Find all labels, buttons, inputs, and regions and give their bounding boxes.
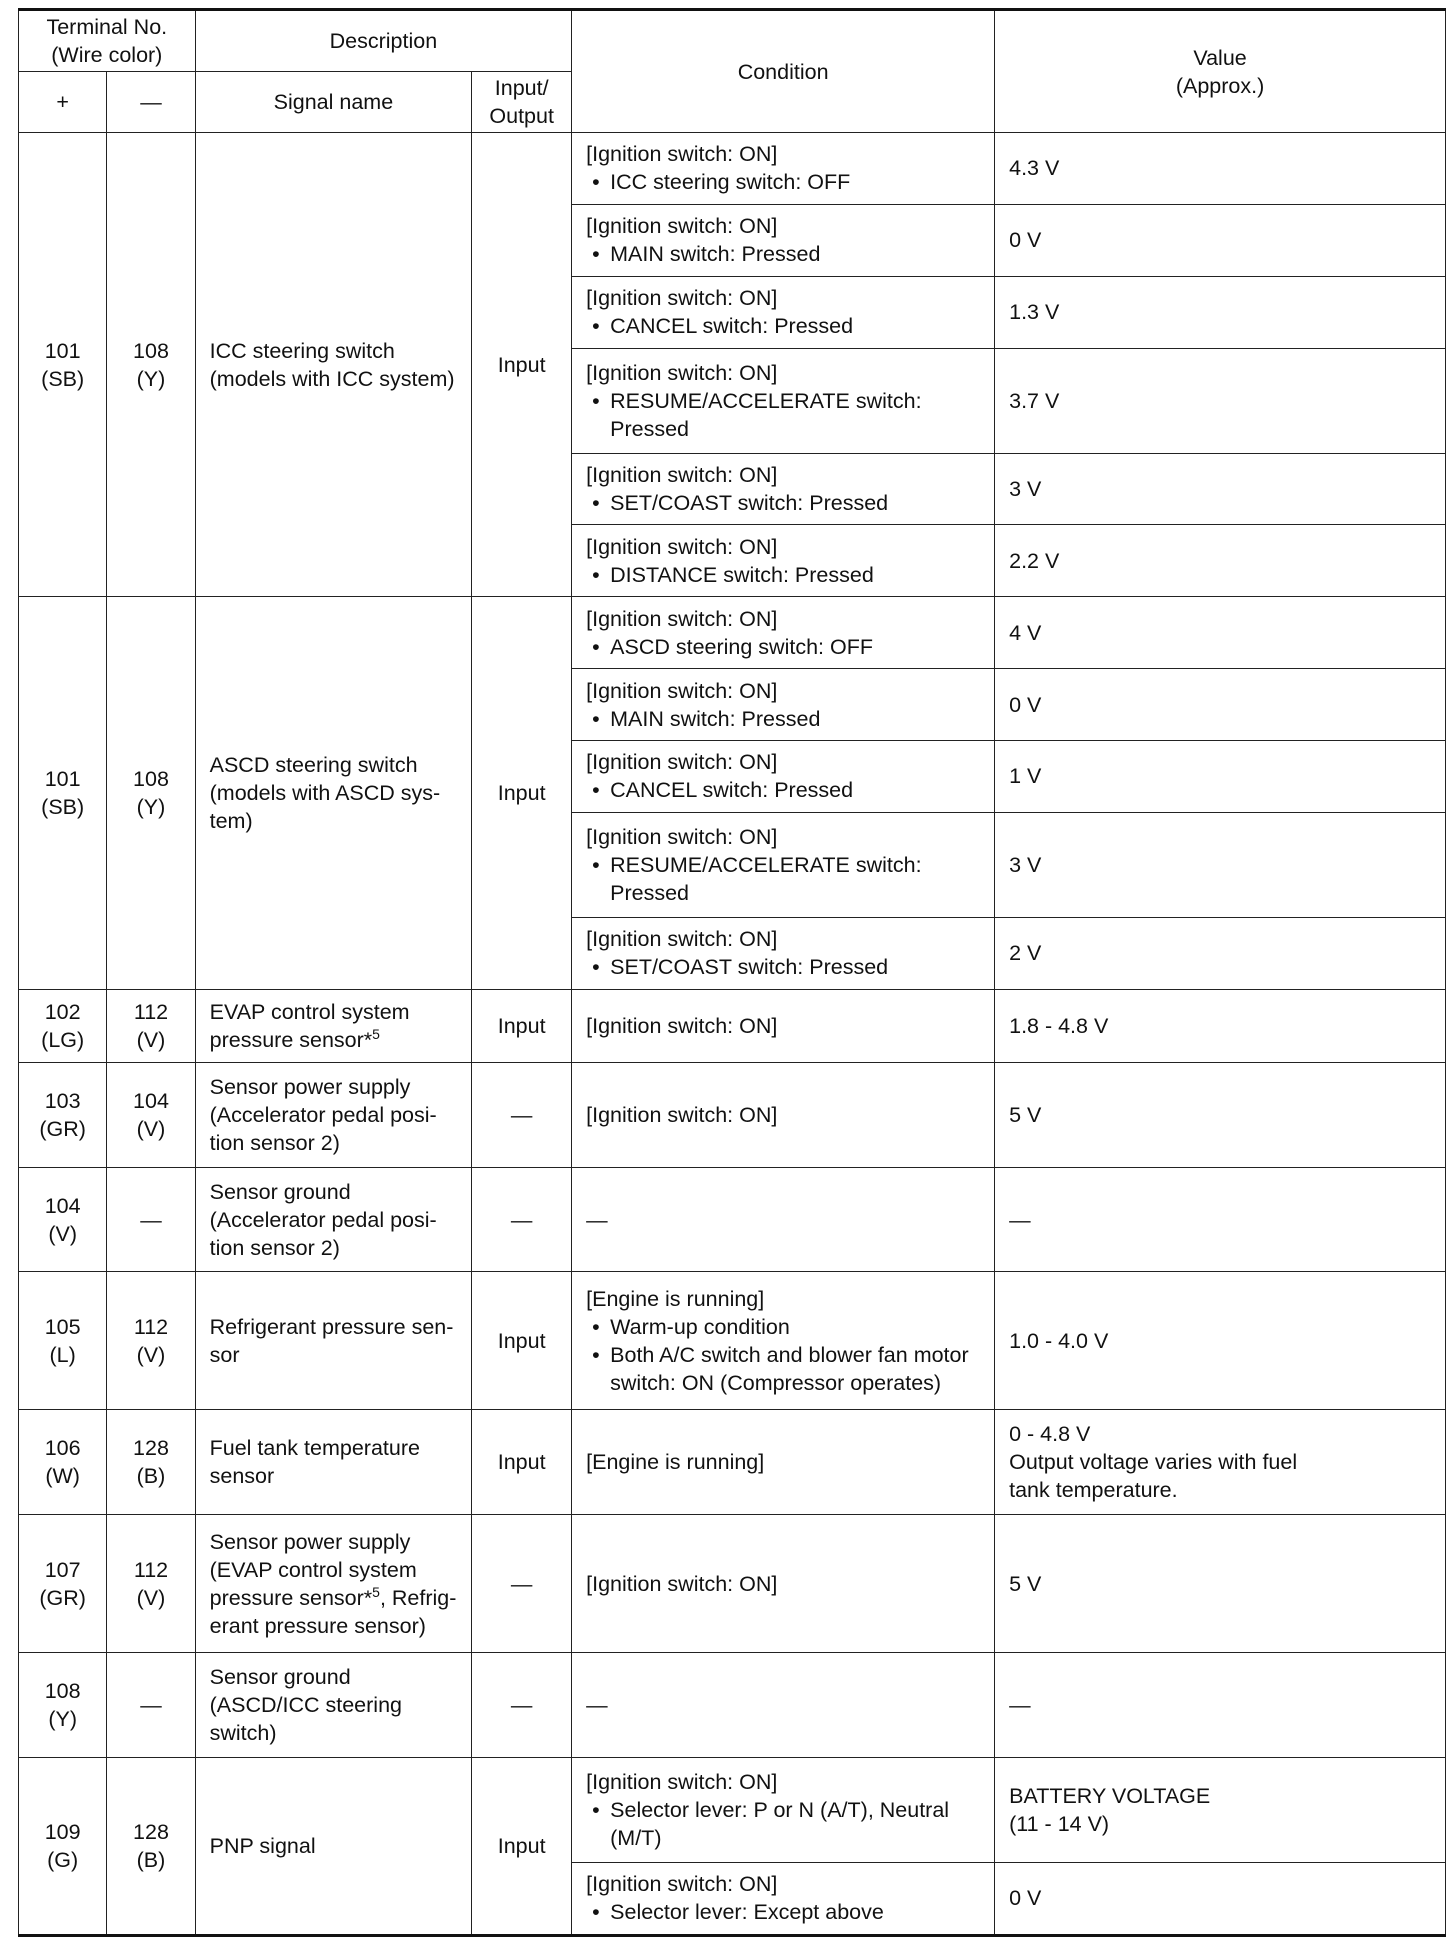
- header-signal-name: Signal name: [195, 72, 472, 133]
- condition-bullet: • ICC steering switch: OFF: [586, 168, 980, 196]
- value-cell: 3 V: [995, 812, 1446, 917]
- condition-bullet: • RESUME/ACCELERATE switch: Pressed: [586, 387, 980, 443]
- condition-cell: [572, 1515, 995, 1653]
- value-cell: 4.3 V: [995, 133, 1446, 205]
- terminal-minus: 104 (V): [107, 1062, 195, 1167]
- condition-cell: [572, 453, 995, 525]
- condition-bullet: • ASCD steering switch: OFF: [586, 633, 980, 661]
- signal-name: [195, 1062, 472, 1167]
- value-cell: 0 - 4.8 V Output voltage varies with fuel tank temperature.: [995, 1410, 1446, 1515]
- input-output: —: [472, 1515, 572, 1653]
- condition-head: [Engine is running]: [586, 1286, 765, 1311]
- header-minus: —: [107, 72, 195, 133]
- terminal-minus: —: [107, 1167, 195, 1272]
- value-cell: 1.0 - 4.0 V: [995, 1272, 1446, 1410]
- condition-cell: [572, 989, 995, 1062]
- condition-bullet: • MAIN switch: Pressed: [586, 705, 980, 733]
- input-output: Input: [472, 597, 572, 989]
- header-plus: +: [19, 72, 107, 133]
- signal-name: [195, 133, 472, 597]
- signal-name-text: Fuel tank temperature sensor: [209, 1436, 420, 1489]
- input-output: —: [472, 1653, 572, 1758]
- value-cell: 1.8 - 4.8 V: [995, 989, 1446, 1062]
- condition-head: [Ignition switch: ON]: [586, 1872, 778, 1897]
- condition-bullet: • Both A/C switch and blower fan motor switch: ON (Compressor operates): [586, 1341, 980, 1397]
- terminal-plus: 105 (L): [19, 1272, 107, 1410]
- terminal-spec-table: [18, 8, 1446, 1937]
- table-row: [19, 989, 1446, 1062]
- condition-bullet: • Selector lever: P or N (A/T), Neutral (M/T): [586, 1796, 980, 1852]
- terminal-minus: —: [107, 1653, 195, 1758]
- input-output: —: [472, 1062, 572, 1167]
- condition-bullet: • SET/COAST switch: Pressed: [586, 953, 980, 981]
- signal-name-text: ASCD steering switch (models with ASCD sys- tem): [209, 752, 441, 833]
- condition-head: [Ignition switch: ON]: [586, 927, 778, 952]
- signal-name-text: PNP signal: [209, 1833, 316, 1858]
- input-output: Input: [472, 1410, 572, 1515]
- value-cell: 2.2 V: [995, 525, 1446, 597]
- signal-name-text: Sensor ground (Accelerator pedal posi- tion sensor 2): [209, 1179, 437, 1260]
- terminal-minus: 128 (B): [107, 1757, 195, 1935]
- input-output: Input: [472, 1757, 572, 1935]
- header-description: Description: [195, 10, 572, 72]
- header-condition: Condition: [572, 10, 995, 133]
- signal-name-text: Refrigerant pressure sen- sor: [209, 1314, 454, 1367]
- table-row: [19, 133, 1446, 205]
- terminal-minus: 112 (V): [107, 1515, 195, 1653]
- value-cell: 0 V: [995, 1862, 1446, 1935]
- condition-head: [Ignition switch: ON]: [586, 824, 778, 849]
- terminal-plus: 108 (Y): [19, 1653, 107, 1758]
- value-cell: —: [995, 1653, 1446, 1758]
- terminal-minus: 128 (B): [107, 1410, 195, 1515]
- terminal-plus: 101 (SB): [19, 597, 107, 989]
- terminal-plus: 109 (G): [19, 1757, 107, 1935]
- input-output: Input: [472, 989, 572, 1062]
- condition-bullet: • CANCEL switch: Pressed: [586, 776, 980, 804]
- condition-cell: [572, 741, 995, 813]
- condition-head: [Ignition switch: ON]: [586, 1769, 778, 1794]
- condition-cell: [572, 1757, 995, 1862]
- signal-name-text: Sensor ground (ASCD/ICC steering switch): [209, 1665, 402, 1745]
- table-row: [19, 1410, 1446, 1515]
- condition-head: [Ignition switch: ON]: [586, 286, 778, 311]
- value-cell: 2 V: [995, 917, 1446, 989]
- value-cell: —: [995, 1167, 1446, 1272]
- condition-cell: [572, 1272, 995, 1410]
- condition-head: [Engine is running]: [586, 1450, 765, 1475]
- condition-cell: [572, 133, 995, 205]
- condition-cell: [572, 204, 995, 276]
- condition-head: —: [586, 1207, 608, 1232]
- condition-cell: [572, 525, 995, 597]
- table-header: [19, 10, 1446, 133]
- condition-bullet: • RESUME/ACCELERATE switch: Pressed: [586, 851, 980, 907]
- condition-head: [Ignition switch: ON]: [586, 1013, 778, 1038]
- table-row: [19, 597, 1446, 669]
- value-cell: 0 V: [995, 669, 1446, 741]
- condition-cell: [572, 597, 995, 669]
- value-cell: BATTERY VOLTAGE (11 - 14 V): [995, 1757, 1446, 1862]
- signal-name-tail: , Refrig- erant pressure sensor): [209, 1585, 457, 1638]
- terminal-plus: 107 (GR): [19, 1515, 107, 1653]
- signal-name: [195, 597, 472, 989]
- table-row: [19, 1167, 1446, 1272]
- terminal-plus: 104 (V): [19, 1167, 107, 1272]
- condition-cell: [572, 1062, 995, 1167]
- condition-cell: [572, 1862, 995, 1935]
- signal-name-text: EVAP control system pressure sensor*: [209, 999, 410, 1052]
- condition-head: —: [586, 1693, 608, 1717]
- signal-name: [195, 1167, 472, 1272]
- condition-cell: [572, 1653, 995, 1758]
- condition-head: [Ignition switch: ON]: [586, 360, 778, 385]
- condition-head: [Ignition switch: ON]: [586, 678, 778, 703]
- input-output: Input: [472, 133, 572, 597]
- value-cell: 1 V: [995, 741, 1446, 813]
- condition-head: [Ignition switch: ON]: [586, 1571, 778, 1596]
- input-output: —: [472, 1167, 572, 1272]
- condition-cell: [572, 276, 995, 348]
- condition-head: [Ignition switch: ON]: [586, 534, 778, 559]
- condition-bullet: • MAIN switch: Pressed: [586, 240, 980, 268]
- header-io: Input/ Output: [472, 72, 572, 133]
- table-row: [19, 1062, 1446, 1167]
- terminal-plus: 106 (W): [19, 1410, 107, 1515]
- condition-head: [Ignition switch: ON]: [586, 750, 778, 775]
- terminal-plus: 102 (LG): [19, 989, 107, 1062]
- value-cell: 5 V: [995, 1062, 1446, 1167]
- terminal-minus: 112 (V): [107, 1272, 195, 1410]
- condition-cell: [572, 917, 995, 989]
- terminal-minus: 108 (Y): [107, 597, 195, 989]
- value-cell: 0 V: [995, 204, 1446, 276]
- signal-name: [195, 1757, 472, 1935]
- condition-bullet: • Selector lever: Except above: [586, 1898, 980, 1926]
- table-row: [19, 1272, 1446, 1410]
- condition-bullet: • CANCEL switch: Pressed: [586, 312, 980, 340]
- signal-name-text: Sensor power supply (EVAP control system pressure sensor*: [209, 1529, 417, 1610]
- condition-cell: [572, 348, 995, 453]
- condition-cell: [572, 669, 995, 741]
- header-terminal: Terminal No. (Wire color): [19, 10, 196, 72]
- condition-cell: [572, 1167, 995, 1272]
- condition-head: [Ignition switch: ON]: [586, 214, 778, 239]
- footnote-mark: 5: [372, 1025, 380, 1042]
- signal-name-text: ICC steering switch (models with ICC system): [209, 338, 455, 391]
- value-cell: 1.3 V: [995, 276, 1446, 348]
- condition-bullet: • DISTANCE switch: Pressed: [586, 561, 980, 589]
- input-output: Input: [472, 1272, 572, 1410]
- value-cell: 3 V: [995, 453, 1446, 525]
- condition-bullet: • SET/COAST switch: Pressed: [586, 489, 980, 517]
- terminal-minus: 108 (Y): [107, 133, 195, 597]
- signal-name: [195, 1272, 472, 1410]
- condition-cell: [572, 812, 995, 917]
- terminal-minus: 112 (V): [107, 989, 195, 1062]
- table-row: [19, 1653, 1446, 1758]
- condition-bullet: • Warm-up condition: [586, 1313, 980, 1341]
- condition-head: [Ignition switch: ON]: [586, 462, 778, 487]
- value-cell: 4 V: [995, 597, 1446, 669]
- condition-head: [Ignition switch: ON]: [586, 1102, 778, 1127]
- value-cell: 3.7 V: [995, 348, 1446, 453]
- signal-name: [195, 1515, 472, 1653]
- condition-head: [Ignition switch: ON]: [586, 606, 778, 631]
- terminal-plus: 101 (SB): [19, 133, 107, 597]
- footnote-mark: 5: [372, 1583, 380, 1600]
- header-value: Value (Approx.): [995, 10, 1446, 133]
- condition-head: [Ignition switch: ON]: [586, 142, 778, 167]
- signal-name: [195, 1653, 472, 1758]
- signal-name-text: Sensor power supply (Accelerator pedal posi- tion sensor 2): [209, 1074, 437, 1155]
- table-row: [19, 1757, 1446, 1862]
- terminal-plus: 103 (GR): [19, 1062, 107, 1167]
- table-row: [19, 1515, 1446, 1653]
- table-body: [19, 133, 1446, 1936]
- condition-cell: [572, 1410, 995, 1515]
- value-cell: 5 V: [995, 1515, 1446, 1653]
- signal-name: [195, 1410, 472, 1515]
- signal-name: [195, 989, 472, 1062]
